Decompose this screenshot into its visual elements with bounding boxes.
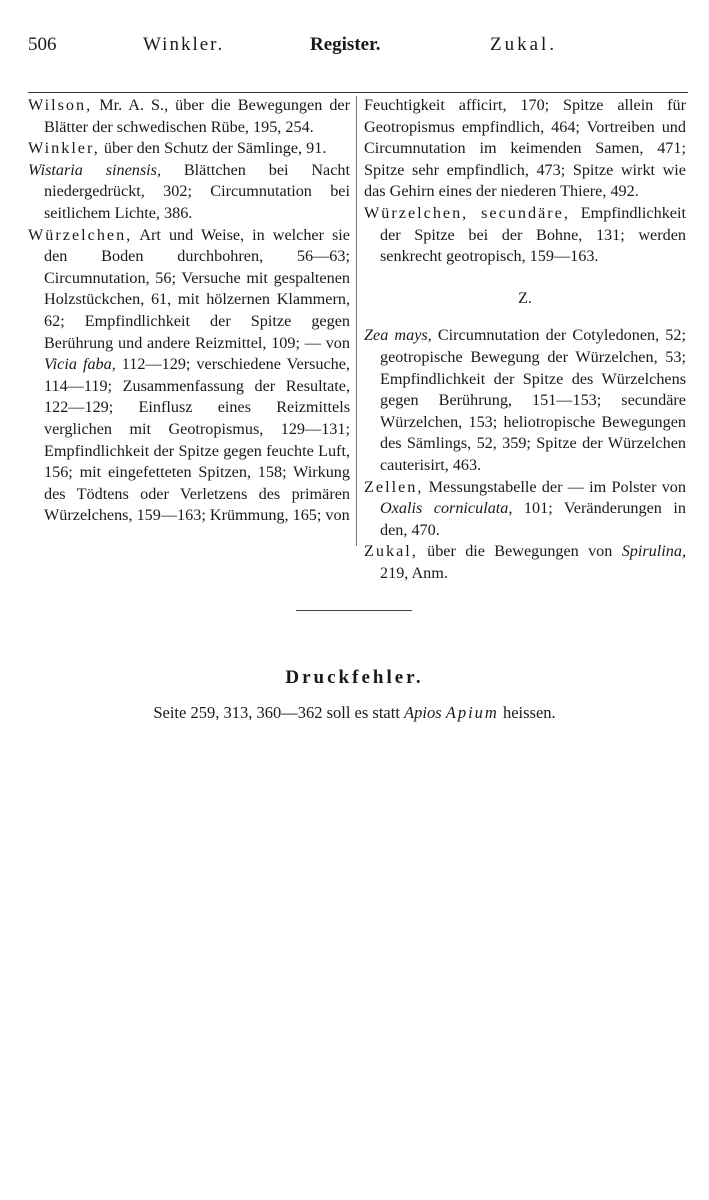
header-left-term: Winkler. xyxy=(143,34,225,55)
entry-text: über den Schutz der Sämlinge, 91. xyxy=(99,139,327,158)
header-right-term: Zukal. xyxy=(490,34,558,55)
index-entry-wuerzelchen-secundaere xyxy=(364,203,686,268)
right-column xyxy=(364,95,686,584)
index-entry-zea-mays xyxy=(364,325,686,476)
errata-heading: Druckfehler. xyxy=(285,667,424,688)
section-letter-z: Z. xyxy=(518,289,532,307)
errata-wrong-term: Apios xyxy=(404,703,442,722)
entry-text: über die Bewegungen von xyxy=(417,542,622,561)
index-entry-wistaria xyxy=(28,160,350,225)
column-divider xyxy=(356,96,357,546)
index-entry-continuation: Feuchtigkeit afficirt, 170; Spitze allein für Geotropismus empfindlich, 464; Vortreiben und Circumnutation im keimenden Samen, 471; Spitze sehr empfindlich, 473; Spitze wirkt wie das Gehirn eines der niederen Thiere, 492. xyxy=(364,96,686,201)
entry-italic-term: Oxalis corniculata, xyxy=(380,499,513,518)
entry-text: Circumnutation der Cotyledonen, 52; geotropische Bewegung der Würzelchen, 53; Empfindlichkeit der Spitze des Würzelchens gegen Berührung, 151—153; secundäre Würzelchen, 153; heliotropische Bewegungen des Sämlings, 52, 359; Spitze der Würzelchen cauterisirt, 463. xyxy=(380,326,686,474)
running-header xyxy=(28,34,688,64)
entry-text: 219, Anm. xyxy=(380,563,448,582)
index-entry-zukal xyxy=(364,541,686,584)
entry-text: Empfindlichkeit der Spitze bei der Bohne, 131; werden senkrecht geotropisch, 159—163. xyxy=(380,203,686,266)
entry-text: Art und Weise, in welcher sie den Boden durchbohren, 56—63; Circumnutation, 56; Versuche mit gespaltenen Holzstückchen, 61, mit hölzernen Klammern, 62; Empfindlichkeit der Spitze gegen Berührung und andere Reizmittel, 109; — von xyxy=(44,225,350,352)
entry-headword: Würzelchen, xyxy=(28,225,133,244)
entry-headword: Würzelchen, secundäre, xyxy=(364,203,570,222)
entry-text: Blättchen bei Nacht niedergedrückt, 302; Circumnutation bei seitlichem Lichte, 386. xyxy=(44,160,350,222)
index-entry-wilson xyxy=(28,95,350,138)
errata-correct-term: Apium xyxy=(445,703,499,722)
entry-text: 112—129; verschiedene Versuche, 114—119; Zusammenfassung der Resultate, 122—129; Einflusz eines Reizmittels verglichen mit Geotropismus, 129—131; Empfindlichkeit der Spitze gegen feuchte Luft, 156; mit eingefetteten Spitzen, 158; Wirkung des Tödtens oder Verletzens des primären Würzelchens, 159—163; Krümmung, 165; von xyxy=(44,355,350,525)
entry-headword: Wistaria sinensis, xyxy=(28,160,162,179)
entry-headword: Wilson, xyxy=(28,96,93,114)
entry-headword: Zukal, xyxy=(364,542,418,561)
entry-headword: Winkler, xyxy=(28,139,100,158)
separator-rule xyxy=(296,610,412,611)
entry-headword: Zea mays, xyxy=(364,326,432,345)
errata-text: Seite 259, 313, 360—362 soll es statt xyxy=(153,703,405,722)
errata-text-end: heissen. xyxy=(498,703,556,722)
entry-italic-term: Spirulina, xyxy=(621,542,686,561)
errata-note xyxy=(0,703,709,723)
index-entry-winkler xyxy=(28,138,350,160)
index-entry-wuerzelchen xyxy=(28,225,350,527)
entry-text: Messungstabelle der — im Polster von xyxy=(423,477,686,496)
entry-text: 101; Veränderungen in den, 470. xyxy=(380,499,686,539)
left-column xyxy=(28,95,350,527)
page-number: 506 xyxy=(28,34,57,55)
entry-text: Mr. A. S., über die Bewegungen der Blätter der schwedischen Rübe, 195, 254. xyxy=(44,96,350,136)
index-entry-zellen xyxy=(364,477,686,542)
entry-italic-term: Vicia faba, xyxy=(44,355,116,374)
entry-headword: Zellen, xyxy=(364,477,424,496)
header-title: Register. xyxy=(310,34,381,55)
header-rule xyxy=(28,92,688,93)
